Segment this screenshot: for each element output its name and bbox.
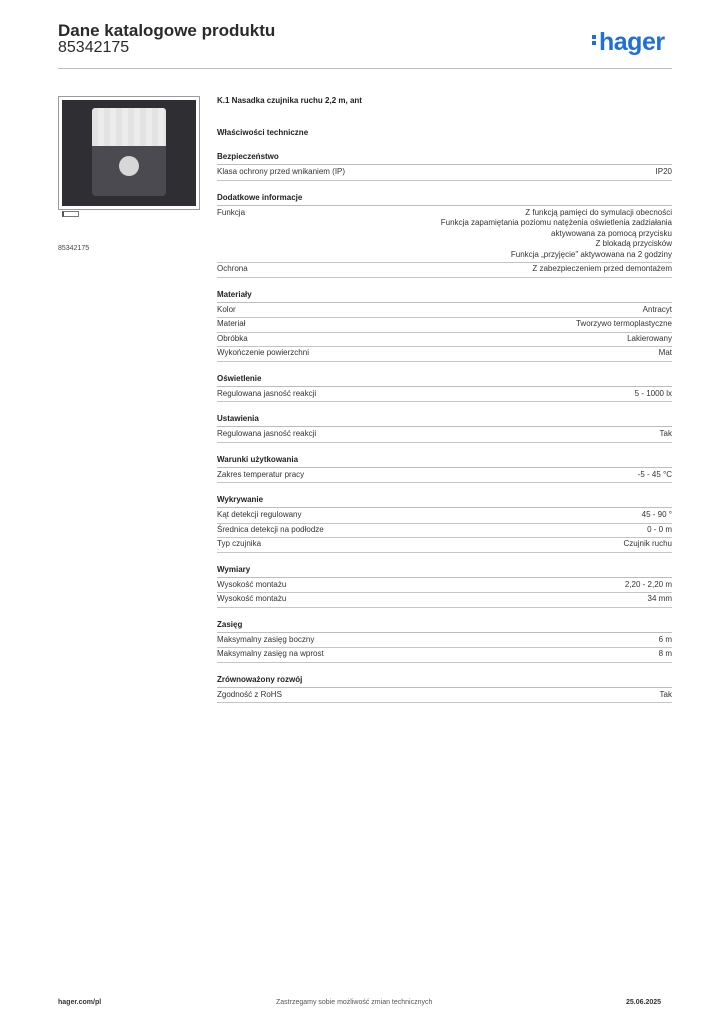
spec-section (217, 151, 672, 181)
spec-label: Zgodność z RoHS (217, 689, 282, 699)
spec-value-line: Antracyt (642, 304, 672, 314)
spec-value (659, 348, 672, 359)
spec-value-line: Tworzywo termoplastyczne (575, 319, 672, 328)
spec-label: Materiał (217, 319, 246, 328)
spec-label: Średnica detekcji na podłodze (217, 524, 324, 534)
spec-value (643, 305, 672, 316)
spec-row (217, 318, 672, 333)
section-title: Wykrywanie (217, 494, 672, 508)
dimension-tag-icon (62, 211, 79, 217)
spec-row (217, 263, 672, 278)
section-title: Zrównoważony rozwój (217, 674, 672, 688)
spec-section (217, 494, 672, 553)
spec-row (217, 333, 672, 348)
section-title: Warunki użytkowania (217, 454, 672, 468)
spec-label: Wykończenie powierzchni (217, 348, 309, 357)
spec-value (648, 594, 672, 605)
section-title: Materiały (217, 289, 672, 303)
product-code: 85342175 (58, 39, 130, 56)
spec-row (217, 538, 672, 553)
spec-value-line: 6 m (658, 634, 672, 644)
sensor-button-icon (119, 156, 139, 176)
hager-logo[interactable] (592, 28, 665, 56)
spec-value (659, 635, 672, 646)
section-title: Bezpieczeństwo (217, 151, 672, 165)
spec-label: Regulowana jasność reakcji (217, 429, 317, 438)
spec-section (217, 289, 672, 362)
section-title: Ustawienia (217, 413, 672, 427)
spec-sections (217, 151, 672, 703)
spec-section (217, 192, 672, 278)
spec-label: Funkcja (217, 207, 246, 217)
spec-label: Klasa ochrony przed wnikaniem (IP) (217, 167, 346, 176)
spec-value (624, 539, 672, 550)
spec-value (647, 525, 672, 536)
spec-section (217, 564, 672, 608)
spec-row (217, 689, 672, 704)
spec-value-line: Czujnik ruchu (623, 539, 672, 548)
spec-row (217, 469, 672, 484)
spec-row (217, 593, 672, 608)
spec-label: Ochrona (217, 264, 248, 273)
spec-row (217, 509, 672, 524)
spec-value-line: Mat (658, 348, 672, 357)
spec-section (217, 373, 672, 403)
spec-row (217, 388, 672, 403)
spec-row (217, 579, 672, 594)
spec-value-line: 45 - 90 ° (641, 510, 672, 519)
spec-label: Kąt detekcji regulowany (217, 510, 302, 519)
spec-label: Maksymalny zasięg boczny (217, 634, 315, 644)
spec-value-line: -5 - 45 °C (637, 469, 672, 479)
spec-value-line: Funkcja „przyjęcie" aktywowana na 2 godziny (510, 249, 672, 259)
spec-value (532, 264, 672, 275)
sensor-lens-icon (92, 108, 166, 146)
spec-label: Obróbka (217, 333, 248, 343)
product-photo (62, 100, 196, 206)
spec-value-line: 8 m (658, 649, 672, 658)
spec-value (660, 429, 672, 440)
spec-value-line: IP20 (655, 167, 672, 176)
product-title: K.1 Nasadka czujnika ruchu 2,2 m, ant (217, 96, 362, 105)
logo-dots-icon (592, 33, 597, 47)
header-divider (58, 68, 672, 69)
spec-row (217, 648, 672, 663)
section-title: Oświetlenie (217, 373, 672, 387)
spec-value (576, 319, 672, 330)
spec-label: Maksymalny zasięg na wprost (217, 649, 324, 658)
spec-value-line: Lakierowany (627, 333, 672, 343)
image-product-code: 85342175 (58, 245, 90, 252)
spec-value-line: Z funkcją pamięci do symulacji obecności (525, 207, 672, 217)
footer-disclaimer: Zastrzegamy sobie możliwość zmian technicznych (276, 999, 433, 1006)
spec-value (660, 690, 672, 701)
sensor-body (92, 146, 166, 196)
spec-section (217, 619, 672, 663)
spec-content (217, 96, 672, 703)
spec-row (217, 428, 672, 443)
spec-label: Regulowana jasność reakcji (217, 388, 317, 398)
spec-row (217, 207, 672, 264)
spec-value (656, 167, 672, 178)
spec-value (635, 389, 672, 400)
spec-value-line: Funkcja zapamiętania poziomu natężenia oświetlenia zadziałania (440, 218, 672, 227)
section-title: Zasięg (217, 619, 672, 633)
spec-value-line: Z zabezpieczeniem przed demontażem (532, 264, 672, 273)
product-image (58, 96, 200, 210)
section-title: Dodatkowe informacje (217, 192, 672, 206)
footer-date: 25.06.2025 (626, 999, 662, 1006)
spec-label: Typ czujnika (217, 539, 262, 548)
spec-label: Wysokość montażu (217, 579, 287, 589)
spec-row (217, 166, 672, 181)
spec-value (627, 334, 672, 345)
spec-value-line: Z blokadą przycisków (595, 239, 672, 248)
spec-row (217, 304, 672, 319)
section-title: Wymiary (217, 564, 672, 578)
page-title: Dane katalogowe produktu (58, 21, 276, 40)
spec-value-line: 0 - 0 m (647, 524, 672, 534)
spec-label: Wysokość montażu (217, 594, 287, 603)
spec-value (441, 208, 672, 261)
footer-website-link[interactable]: hager.com/pl (58, 999, 102, 1006)
spec-value (659, 649, 672, 660)
spec-label: Zakres temperatur pracy (217, 469, 305, 479)
spec-label: Kolor (217, 304, 236, 314)
spec-value-line: aktywowana za pomocą przycisku (551, 228, 672, 238)
spec-row (217, 347, 672, 362)
spec-value-line: Tak (659, 689, 672, 699)
spec-row (217, 524, 672, 539)
spec-section (217, 413, 672, 443)
spec-value-line: 34 mm (647, 594, 672, 603)
spec-value (625, 580, 672, 591)
spec-value (638, 470, 672, 481)
spec-value-line: 5 - 1000 lx (634, 388, 672, 398)
spec-value (642, 510, 672, 521)
spec-row (217, 634, 672, 649)
spec-section (217, 674, 672, 704)
spec-value-line: 2,20 - 2,20 m (624, 579, 672, 589)
logo-text: hager (599, 28, 665, 56)
properties-heading: Właściwości techniczne (217, 128, 309, 137)
spec-value-line: Tak (659, 429, 672, 438)
spec-section (217, 454, 672, 484)
